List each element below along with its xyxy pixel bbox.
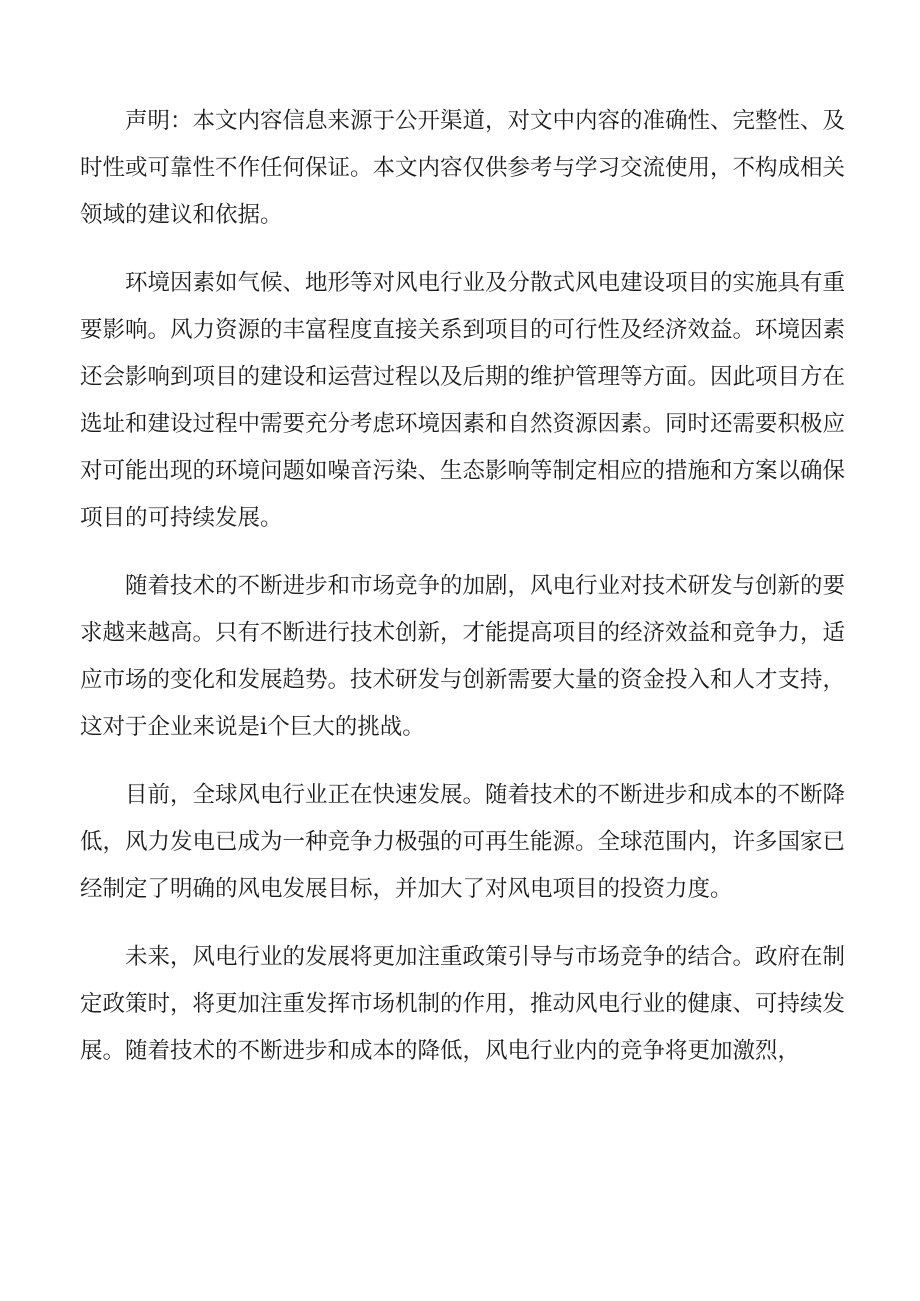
document-body [80,98,845,1096]
future-outlook-paragraph: 未来，风电行业的发展将更加注重政策引导与市场竞争的结合。政府在制定政策时，将更加注重发挥市场机制的作用，推动风电行业的健康、可持续发展。随着技术的不断进步和成本的降低，风电行业内的竞争将更加激烈， [80,944,846,1064]
disclaimer-paragraph: 声明：本文内容信息来源于公开渠道，对文中内容的准确性、完整性、及时性或可靠性不作任何保证。本文内容仅供参考与学习交流使用，不构成相关领域的建议和依据。 [80,108,846,228]
environment-factors-paragraph: 环境因素如气候、地形等对风电行业及分散式风电建设项目的实施具有重要影响。风力资源的丰富程度直接关系到项目的可行性及经济效益。环境因素还会影响到项目的建设和运营过程以及后期的维护管理等方面。因此项目方在选址和建设过程中需要充分考虑环境因素和自然资源因素。同时还需要积极应对可能出现的环境问题如噪音污染、生态影响等制定相应的措施和方案以确保项目的可持续发展。 [80,270,846,531]
technology-innovation-paragraph: 随着技术的不断进步和市场竞争的加剧，风电行业对技术研发与创新的要求越来越高。只有不断进行技术创新，才能提高项目的经济效益和竞争力，适应市场的变化和发展趋势。技术研发与创新需要大量的资金投入和人才支持，这对于企业来说是i个巨大的挑战。 [80,573,846,740]
global-development-paragraph: 目前，全球风电行业正在快速发展。随着技术的不断进步和成本的不断降低，风力发电已成为一种竞争力极强的可再生能源。全球范围内，许多国家已经制定了明确的风电发展目标，并加大了对风电项目的投资力度。 [80,782,846,902]
